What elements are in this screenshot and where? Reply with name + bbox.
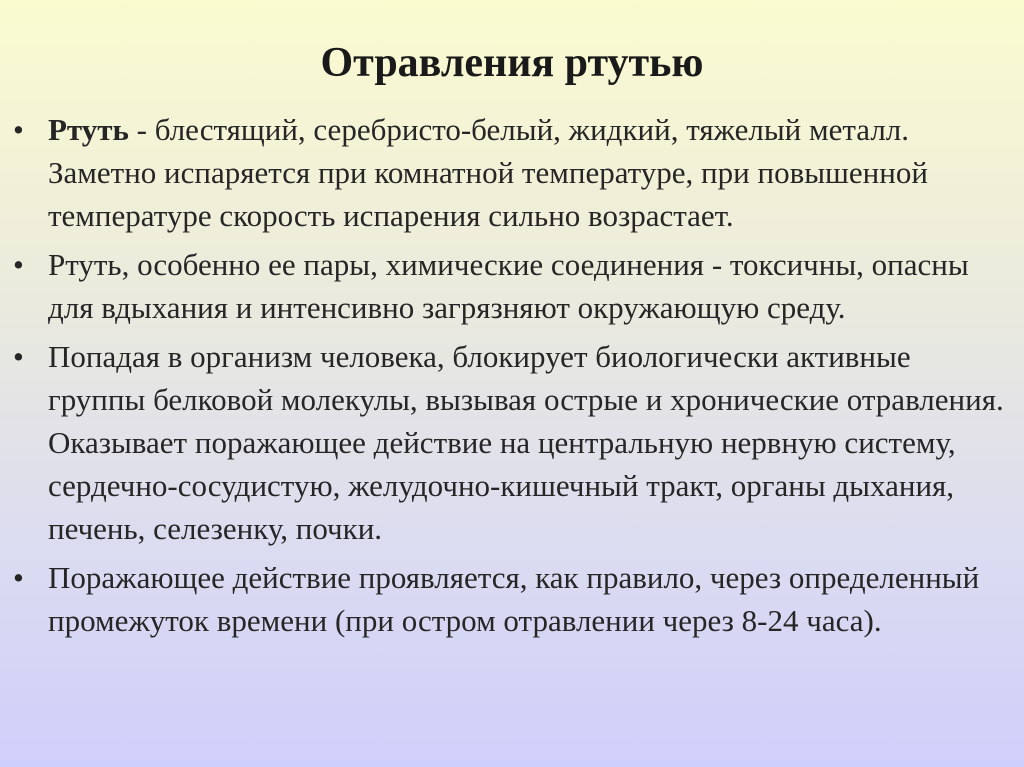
- bullet-item: [0, 108, 1024, 237]
- bullet-marker: •: [13, 112, 24, 147]
- bullet-text: Попадая в организм человека, блокирует биологически активные группы белковой молекулы, вызывая острые и хронические отравления. Оказывает поражающее действие на центральную нервную систему, сердечно-сосудистую, желудочно-кишечный тракт, органы дыхания, печень, селезенку, почки.: [48, 339, 1004, 546]
- bullet-item: [0, 243, 1024, 329]
- bullet-text: Ртуть, особенно ее пары, химические соединения - токсичны, опасны для вдыхания и интенсивно загрязняют окружающую среду.: [48, 247, 969, 325]
- bullet-list: [0, 108, 1024, 648]
- bullet-marker: •: [13, 339, 24, 374]
- bullet-marker: •: [13, 560, 24, 595]
- bullet-text: Поражающее действие проявляется, как правило, через определенный промежуток времени (при остром отравлении через 8-24 часа).: [48, 560, 980, 638]
- bullet-item: [0, 335, 1024, 550]
- slide-title: Отравления ртутью: [320, 40, 704, 86]
- bullet-text: - блестящий, серебристо-белый, жидкий, тяжелый металл. Заметно испаряется при комнатной температуре, при повышенной температуре скорость испарения сильно возрастает.: [48, 112, 928, 233]
- bullet-item: [0, 556, 1024, 642]
- bullet-marker: •: [13, 247, 24, 282]
- bullet-bold-term: Ртуть: [48, 112, 129, 147]
